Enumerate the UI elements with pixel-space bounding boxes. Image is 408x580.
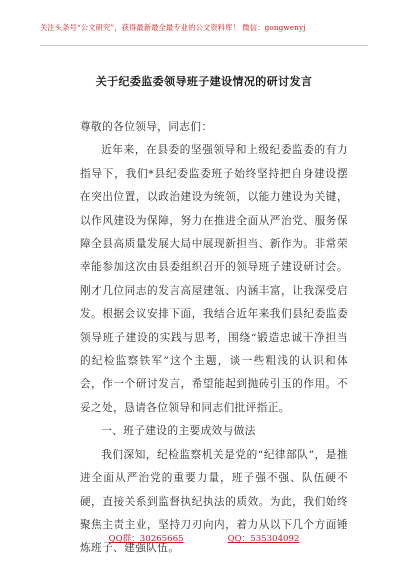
document-title: 关于纪委监委领导班子建设情况的研讨发言	[95, 75, 313, 88]
header-banner: 关注头条号“公文研究”，获得最新最全最专业的公文资料库！ 微信：gongwenyj	[40, 23, 306, 32]
salutation: 尊敬的各位领导，同志们：	[80, 121, 213, 133]
body-paragraph: 我们深知，纪检监察机关是党的“纪律部队”，是推进全面从严治党的重要力量，班子强不强、队伍硬不硬，直接关系到监督执纪执法的质效。为此，我们始终聚焦主责主业，坚持刀刃向内，着力从以下几个方面锤炼班子、建强队伍。	[80, 448, 348, 555]
body-paragraph: 近年来，在县委的坚强领导和上级纪委监委的有力指导下，我们*县纪委监委班子始终坚持把自身建设摆在突出位置，以政治建设为统领，以能力建设为关键，以作风建设为保障，努力在推进全面从严治党、服务保障全县高质量发展大局中展现新担当、新作为。非常荣幸能参加这次由县委组织召开的领导班子建设研讨会。刚才几位同志的发言高屋建瓴、内涵丰富，让我深受启发。根据会议安排下面，我结合近年来我们县纪委监委领导班子建设的实践与思考，围绕“锻造忠诚干净担当的纪检监察铁军”这个主题，谈一些粗浅的认识和体会，作一个研讨发言，希望能起到抛砖引玉的作用。不妥之处，恳请各位领导和同志们批评指正。	[80, 144, 348, 414]
footer-contact	[40, 532, 368, 544]
header-divider	[40, 45, 368, 46]
footer-qq-number: QQ：535304092	[227, 534, 300, 544]
document-body	[80, 116, 348, 561]
footer-qq-group: QQ群：30265665	[108, 534, 184, 544]
section-heading: 一、班子建设的主要成效与做法	[101, 425, 256, 438]
